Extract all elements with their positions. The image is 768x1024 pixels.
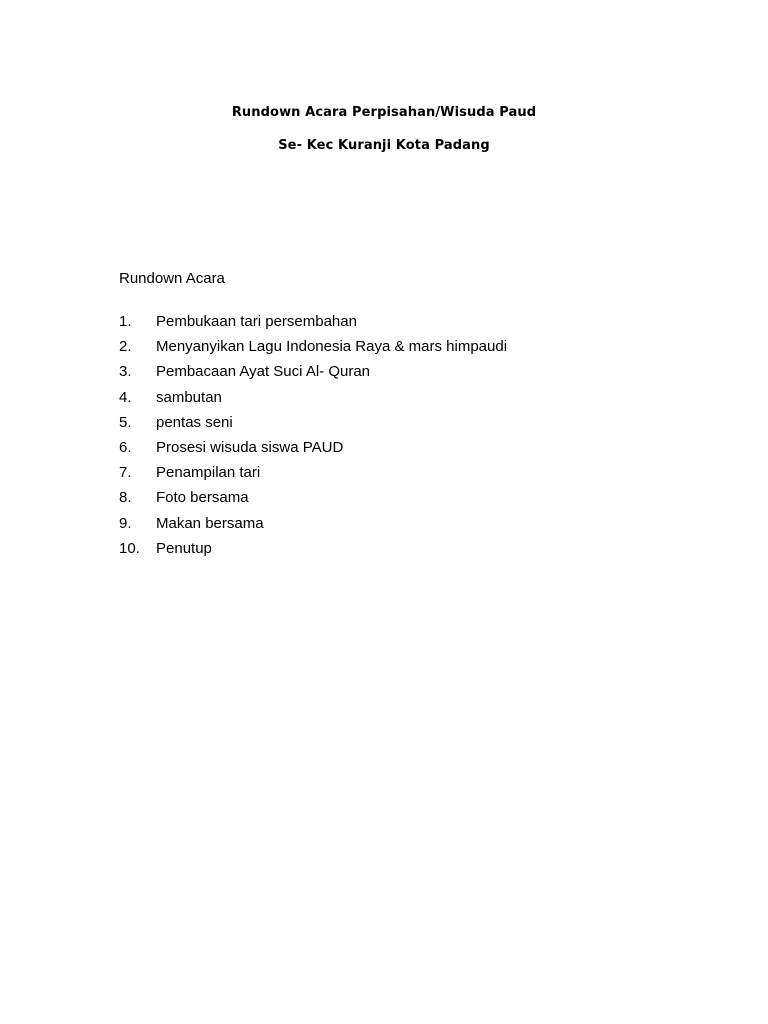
- list-item: [119, 489, 507, 514]
- list-item-number: 4.: [119, 388, 132, 406]
- list-item-number: 3.: [119, 363, 132, 381]
- list-item-number: 10.: [119, 539, 140, 557]
- list-item-number: 2.: [119, 338, 132, 356]
- list-item-number: 9.: [119, 514, 132, 532]
- list-item: [119, 464, 507, 489]
- document-title: Rundown Acara Perpisahan/Wisuda Paud: [231, 105, 537, 120]
- list-item: [119, 389, 507, 414]
- list-item-text: Makan bersama: [156, 514, 264, 532]
- list-item-text: Pembukaan tari persembahan: [156, 313, 357, 330]
- list-item-number: 6.: [119, 438, 132, 456]
- list-item-text: Penampilan tari: [156, 464, 261, 482]
- list-item-text: Menyanyikan Lagu Indonesia Raya & mars himpaudi: [156, 338, 508, 356]
- list-item: [119, 414, 507, 439]
- list-item-text: pentas seni: [156, 413, 233, 431]
- section-label: Rundown Acara: [119, 270, 225, 287]
- list-item-number: 7.: [119, 464, 132, 482]
- list-item-number: 5.: [119, 413, 132, 431]
- list-item-text: Prosesi wisuda siswa PAUD: [156, 438, 344, 456]
- list-item-number: 8.: [119, 489, 132, 507]
- list-item-number: 1.: [119, 313, 132, 330]
- list-item-text: Foto bersama: [156, 489, 249, 507]
- list-item-text: Penutup: [156, 539, 212, 557]
- list-item: [119, 515, 507, 540]
- rundown-list: [119, 313, 507, 565]
- list-item: [119, 338, 507, 363]
- document-subtitle: Se- Kec Kuranji Kota Padang: [278, 138, 490, 153]
- list-item: [119, 363, 507, 388]
- list-item: [119, 439, 507, 464]
- list-item-text: sambutan: [156, 388, 222, 406]
- list-item-text: Pembacaan Ayat Suci Al- Quran: [156, 363, 371, 381]
- list-item: [119, 540, 507, 565]
- list-item: [119, 313, 507, 338]
